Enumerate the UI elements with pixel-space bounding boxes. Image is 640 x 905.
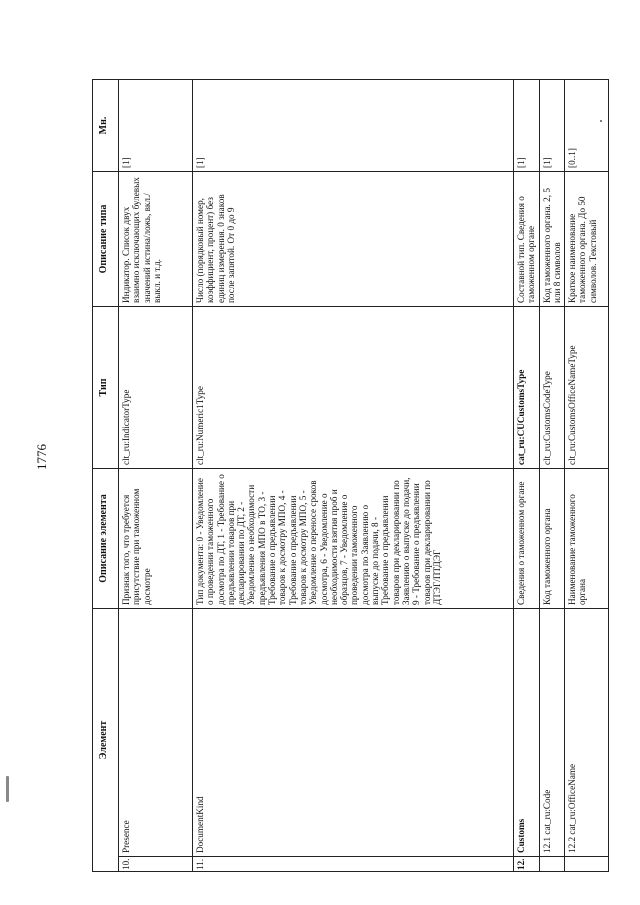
element-name: Presence (119, 608, 193, 856)
scan-speck (600, 120, 602, 122)
type-description: Составной тип. Сведения о таможенном органе (514, 171, 540, 306)
header-element-description: Описание элемента (93, 468, 119, 608)
row-number: 11. (193, 857, 514, 872)
element-name: DocumentKind (193, 608, 514, 856)
row-number (565, 857, 609, 872)
element-name: Customs (514, 608, 540, 856)
header-type-description: Описание типа (93, 171, 119, 306)
multiplicity: [0..1] (565, 79, 609, 171)
type-description: Краткое наименование таможенного органа. До 50 символов. Текстовый (565, 171, 609, 306)
element-description: Признак того, что требуется присутствие при таможенном досмотре (119, 468, 193, 608)
element-name (539, 608, 565, 856)
row-number: 12. (514, 857, 540, 872)
element-description: Наименование таможенного органа (565, 468, 609, 608)
header-multiplicity: Мн. (93, 79, 119, 171)
table-row (539, 79, 565, 871)
header-type: Тип (93, 306, 119, 468)
row-number: 10. (119, 857, 193, 872)
table-row (193, 79, 514, 871)
table-row (119, 79, 193, 871)
row-number (539, 857, 565, 872)
multiplicity: [1] (193, 79, 514, 171)
element-description: Сведения о таможенном органе (514, 468, 540, 608)
sub-row-number: 12.1 (541, 836, 552, 853)
scan-speck (6, 776, 9, 802)
type-description: Число (порядковый номер, коэффициент, процент) без единиц измерения. 0 знаков после запятой. От 0 до 9 (193, 171, 514, 306)
table-row (514, 79, 540, 871)
rotated-table-container (92, 80, 615, 872)
multiplicity: [1] (539, 79, 565, 171)
sub-row-number: 12.2 (567, 836, 578, 853)
type-name: cat_ru:CUCustomsType (514, 306, 540, 468)
page-number: 1776 (34, 444, 49, 470)
type-name: clt_ru:CustomsOfficeNameType (565, 306, 609, 468)
element-name-text: cat_ru:OfficeName (567, 763, 578, 835)
element-description: Тип документа: 0 - Уведомление о проведении таможенного досмотра по ДТ, 1 - Требование о предъявлении товаров при декларировании по ДТ, 2 - Уведомление о необходимости предъявления МПО в ТО, 3 - Требование о предъявлении товаров к досмотру МПО, 4 - Требование о предъявлении товаров к досмотру МПО, 5 - Уведомление о переносе сроков досмотра, 6 - Уведомление о необходимости взятия проб и образцов, 7 - Уведомление о проведении таможенного досмотра по Заявлению о выпуске до подачи, 8 - Требование о предъявлении товаров при декларировании по Заявлению о выпуске до подачи, 9 - Требование о предъявлении товаров при декларировании по ДТЭГ/ПТДЭГ (193, 468, 514, 608)
element-description: Код таможенного органа (539, 468, 565, 608)
type-name: clt_ru:IndicatorType (119, 306, 193, 468)
type-name: clt_ru:Numeric1Type (193, 306, 514, 468)
multiplicity: [1] (514, 79, 540, 171)
type-description: Индикатор. Список двух взаимно исключающих булевых значений истина/ложь, вкл./выкл. и т.д. (119, 171, 193, 306)
type-name: clt_ru:CustomsCodeType (539, 306, 565, 468)
element-name-text: cat_ru:Code (541, 789, 552, 835)
element-name (565, 608, 609, 856)
multiplicity: [1] (119, 79, 193, 171)
header-element: Элемент (93, 608, 119, 871)
table-row (565, 79, 609, 871)
type-description: Код таможенного органа. 2, 5 или 8 символов (539, 171, 565, 306)
element-spec-table (92, 79, 609, 872)
table-header-row (93, 79, 119, 871)
